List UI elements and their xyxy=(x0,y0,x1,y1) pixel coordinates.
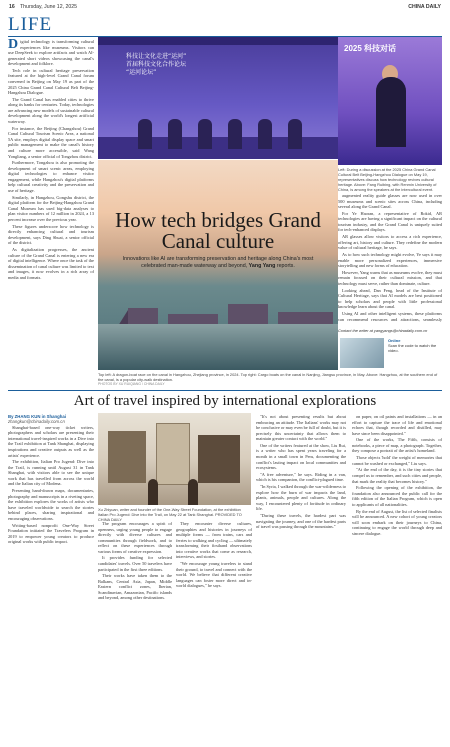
exhibition-caption-text: Xu Zhiyuan, writer and founder of the One-Way Street Foundation, at the exhibition Italian Pro Jugend: Dive into the Trail, on May 22 at Tank Shanghai. xyxy=(98,507,241,517)
exhibition-photo-credit: PROVIDED TO CHINA DAILY xyxy=(98,512,242,522)
standfirst-text: Innovations like AI are transforming preservation and heritage along China's most celebrated man-made waterway and beyond, xyxy=(122,256,314,269)
visitor-figure xyxy=(148,479,158,505)
building-silhouette xyxy=(228,304,268,326)
photo-credit: PHOTOS BY XU RUIQIANG / CHINA DAILY xyxy=(98,382,165,386)
paragraph: Those objects 'hold' the weight of memories that cannot be washed or exchanged," Liu says. xyxy=(352,455,442,466)
paragraph: augmented reality guide glasses are now used in over 500 museums and scenic sites across China, including several along the Grand Canal. xyxy=(338,193,442,210)
exhibition-photo xyxy=(98,413,251,505)
article2-col2b-body xyxy=(176,521,252,589)
paragraph: AR glasses allow visitors to access a rich experience, offering art, history and culture. They redefine the modern value of cultural heritage, he says. xyxy=(338,234,442,251)
online-promo xyxy=(388,338,442,353)
paragraph: Looking ahead, Dan Feng, head of the Institute of Cultural Heritage, says that AI models are best positioned to help scholars and people with little professional knowledge learn about the canal. xyxy=(338,287,442,310)
paragraph: These figures underscore how technology is directly enhancing cultural and tourism development, says Ding Shuai, a senior official of the district. xyxy=(8,223,94,246)
canal-water xyxy=(98,324,338,370)
photo-caption-bottom: Top left: A dragon-boat race on the canal in Hangzhou, Zhejiang province, in 2024. Top right: Cargo boats on the canal in Nanjing, Jiangsu province, in May. Above: Hangzhou, at the southern end of the canal, is a popular city-walk destination. xyxy=(98,372,438,382)
article1-column-1 xyxy=(8,39,94,387)
paragraph: igital technology is transforming cultural experiences like museums. Visitors can use DeepSeek to explore artifacts and watch AI-generated short videos showcasing the canal's development and folklore. xyxy=(8,39,94,67)
photo-banner xyxy=(98,37,338,45)
paragraph: "We encourage young travelers to stand their ground, to travel and connect with the world. We believe that different creative languages can foster more direct and in-world dialogues," he says. xyxy=(176,561,252,589)
article2-column-5 xyxy=(352,414,442,744)
article2-col3-body xyxy=(256,414,346,530)
exhibition-photo-caption xyxy=(98,507,251,522)
paragraph: As to how such technology might evolve, Ye says it may enable more personalized experiences, immersive storytelling and new forms of education. xyxy=(338,252,442,269)
article-divider xyxy=(8,390,442,391)
byline xyxy=(8,414,94,425)
paragraph: "During these travels, the hardest part was navigating the journey, and one of the hardest parts of travel was passing through the mountains." xyxy=(256,513,346,530)
speaker-figure xyxy=(258,119,272,149)
paragraph: For Ye Haoran, a representative of Rokid, AR technologies are having a significant impact on the cultural tourism industry, and the Grand Canal is uniquely suited for tech-enhanced displays. xyxy=(338,210,442,233)
paragraph: One of the works, The Fifth, consists of notebooks, a piece of map, a photograph. Together, they compose a portrait of the artist's homeland. xyxy=(352,437,442,454)
paragraph: Using AI and other intelligent systems, these platforms can recommend resources and attractions, seamlessly xyxy=(338,311,442,322)
author-name: Yang Yang xyxy=(248,263,276,269)
article1-column-3 xyxy=(338,193,442,323)
brand-name: CHINA DAILY xyxy=(408,4,441,10)
article1-col3-body xyxy=(338,193,442,323)
photo-caption-right: Left: During a discussion at the 2025 China Grand Canal Cultural Belt Beijing-Hangzhou Dialogue on May 19, representatives discuss how technology revives cultural heritage. Above: Fang Ruibing, with Renmin University of China, is among the speakers at the intercultural event. xyxy=(338,167,437,192)
paragraph: Tech role in cultural heritage preservation featured at the high-level Grand Canal forum convened in Beijing on May 19 as part of the 2025 China Grand Canal Cultural Belt Beijing-Hangzhou Dialogue. xyxy=(8,67,94,96)
article2-column-3 xyxy=(176,521,252,743)
paragraph: Writing-based nonprofit One-Way Street Foundation initiated the Travelers Program in 2019 to empower young creators to produce original works with public impact. xyxy=(8,522,94,545)
paragraph: Shanghai-based one-way ticket writers, photographers and scholars are presenting their international travel-inspired works in a Dive into the Trail exhibition at Tank Shanghai, displaying inspirations and creative outputs as well as the artists' experience. xyxy=(8,424,94,458)
standfirst-end: reports. xyxy=(276,263,295,269)
paragraph: Presenting hand-drawn maps, documentaries, photography and manuscripts in a riveting space, the exhibition explores the works of artists who have traveled worldwide to search the stories behind places, sharing inspirational and encouraging observations. xyxy=(8,488,94,521)
paragraph: One of the writers featured at the show, Liu Rui, is a writer who has spent years traveling for a month in a small town in Peru, documenting the conflict's lasting impact on local communities and ecosystems. xyxy=(256,442,346,471)
paragraph: Following the opening of the exhibition, the foundation also announced the public call for the fifth edition of the Italian Program, which is open to applicants of all nationalities. xyxy=(352,485,442,507)
paragraph: "At the end of the day, it is the tiny stories that compel us to remember, and such cities and people, that mark the reality that becomes history." xyxy=(352,467,442,484)
section-title: LIFE xyxy=(8,14,53,35)
online-label: Online xyxy=(388,338,401,343)
article2-col2-body xyxy=(98,521,172,601)
paragraph: As digitalization progresses, the ancient culture of the Grand Canal is entering a new era of digital intelligence. Where once the task of the dissemination of canal culture was limited to text and images, it now evolves in a rich array of media and formats. xyxy=(8,247,94,280)
article2-headline: Art of travel inspired by international explorations xyxy=(73,393,377,409)
forum-stage-photo xyxy=(98,37,338,159)
drop-cap: D xyxy=(8,39,19,52)
page-number: 16 xyxy=(9,4,15,10)
speaker-body xyxy=(376,77,406,147)
stage-floor xyxy=(98,137,338,159)
paragraph: It provides funding for selected candidates' travels. Over 50 travelers have participated in the first three editions. xyxy=(98,555,172,572)
online-text: Scan the code to watch the video. xyxy=(388,343,437,353)
visitor-figure xyxy=(188,479,198,505)
speaker-photo xyxy=(338,37,442,165)
paragraph: The program encourages a spirit of openness, urging young people to engage directly with diverse cultures and communities through fieldwork, and to reflect on these experiences through various forms of creative expression. xyxy=(98,521,172,554)
paragraph: The Grand Canal has enabled cities to thrive along its banks for centuries. Today, technologies are advancing new models of sustainable cultural development along the world's longest artificial waterway. xyxy=(8,96,94,125)
paragraph: For instance, the Beijing (Changzhou) Grand Canal Cultural Tourism Scenic Area, a national 5A site, employs digital display space and smart public management to make the canal's history and culture more accessible, said Wang Yongliang, a senior official of Tongzhou district. xyxy=(8,125,94,159)
exhibit-panel xyxy=(198,435,240,483)
paragraph: Furthermore, Tongzhou is also promoting the development of smart scenic areas, employing digital technologies to enhance visitor engagement, while Hangzhou's digital platforms help cultural creativity and the preservation and use of heritage. xyxy=(8,160,94,193)
canal-hero-image xyxy=(98,160,338,370)
speaker-figure xyxy=(168,119,182,149)
paragraph: However, Yang warns that as museums evolve, they must remain focused on their cultural mission, and that technology must serve, rather than dominate, culture. xyxy=(338,269,442,286)
paragraph: Their works have taken them to the Balkans, Central Asia, Japan, Middle Eastern conflict zones, Iberian, Scandinavian, Amazonian, Pacific islands and beyond, among other destinations. xyxy=(98,573,172,601)
speaker-figure xyxy=(198,119,212,149)
headline: How tech bridges Grand Canal culture xyxy=(115,208,321,253)
article2-col1-body xyxy=(8,425,94,545)
exhibit-panel xyxy=(156,423,190,485)
speaker-figure xyxy=(138,119,152,149)
stage-screen-text: 2025 科技对话 xyxy=(344,44,397,53)
article2-column-2 xyxy=(98,521,172,743)
article2-column-4 xyxy=(256,414,346,744)
paragraph: Similarly, in Hangzhou, Gongshu district, the digital platform for the Beijing-Hangzhou Grand Canal Museum has used big-data analyses to plan visitor numbers of 12 million in 2024, a 13 percent increase over the previous year. xyxy=(8,194,94,222)
byline-name: By ZHANG KUN in Shanghai xyxy=(8,414,67,419)
exhibit-panel xyxy=(108,431,146,483)
issue-date: Thursday, June 12, 2025 xyxy=(20,4,78,10)
speaker-figure xyxy=(228,119,242,149)
paragraph: "In Syria, I walked through the war-wilderness to explore how the burn of war impacts the land, plants, animals, people and cultures. Along the way, I encountered plenty of fortitude in ordinary life. xyxy=(256,484,346,512)
article2-column-1 xyxy=(8,414,94,744)
article2-col4-body xyxy=(352,414,442,536)
paragraph: They encounter diverse cultures, geographies and histories in journeys of multiple forms — from trains, cars and ferries to walking and cycling — ultimately transforming their firsthand observations into creative works that come as research, interviews, and stories. xyxy=(176,521,252,560)
paragraph: The exhibition, Italian Pro Jugend: Dive into the Trail, is running until August 31 in Tank Shanghai, with visitors able to see the unique work that has travelled from across the world and the Italian city of Modena. xyxy=(8,459,94,487)
paragraph: on paper, on oil paints and installations — in an effort to capture the trace of life and emotional echoes that, though recorded and distilled, may have since been disappointed." xyxy=(352,414,442,436)
article1-col1-body xyxy=(8,39,94,280)
paragraph: "A free adventure," he says. Riding in a van, which is his companion, the conflict-plagued time. xyxy=(256,471,346,483)
stage-banner-text: 科技让文化走进“运河” 首届科技文化合作论坛 “运河论坛” xyxy=(126,53,187,76)
standfirst xyxy=(114,256,322,270)
qr-code[interactable] xyxy=(340,338,384,368)
page-header xyxy=(0,0,450,14)
paragraph: "It's not about presenting results but about embracing an attitude. The Italians' works may not be conclusive or may even be full of doubt, but it is precisely this uncertainty that allows them to maintain greater contact with the world." xyxy=(256,414,346,442)
paragraph: By the end of August, the list of selected finalists will be announced. A new cohort of young creators will soon embark on their journeys to China, continuing to engage the world through deep and sincere dialogue. xyxy=(352,508,442,536)
speaker-figure xyxy=(288,119,302,149)
writer-contact: Contact the writer at yangyangs@chinadaily.com.cn xyxy=(338,328,428,333)
byline-email: zhangkun@chinadaily.com.cn xyxy=(8,419,65,425)
